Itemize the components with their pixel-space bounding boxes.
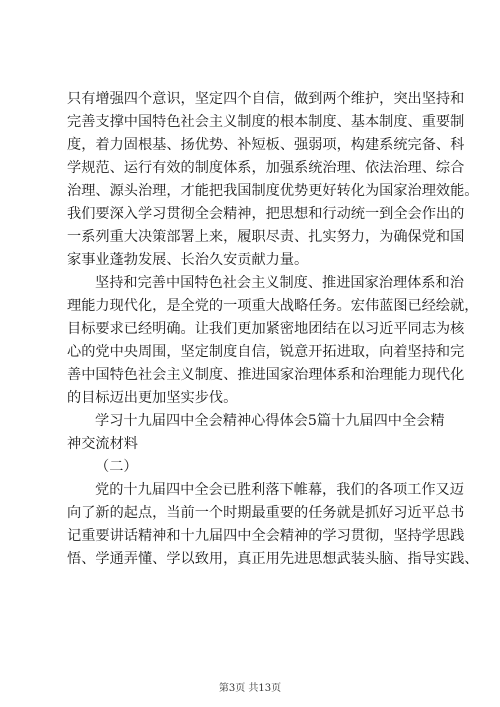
document-body (67, 88, 479, 571)
text-line: 学习十九届四中全会精神心得体会5篇十九届四中全会精 (95, 413, 445, 429)
text-line: 神交流材料 (67, 436, 138, 452)
text-line: 党的十九届四中全会已胜利落下帷幕，我们的各项工作又迈 (95, 482, 464, 498)
text-line: 记重要讲话精神和十九届四中全会精神的学习贯彻，坚持学思践 (67, 528, 465, 544)
page-footer: 第3页 共13页 (218, 683, 282, 694)
text-line: 善中国特色社会主义制度、推进国家治理体系和治理能力现代化 (67, 367, 465, 383)
paragraph (67, 410, 445, 456)
text-line: 度，着力固根基、扬优势、补短板、强弱项，构建系统完备、科 (67, 137, 465, 153)
paragraph (67, 456, 435, 479)
text-line: 心的党中央周围，坚定制度自信，锐意开拓进取，向着坚持和完 (67, 344, 465, 360)
text-line: 完善支撑中国特色社会主义制度的根本制度、基本制度、重要制 (67, 114, 465, 130)
text-line: 我们要深入学习贯彻全会精神，把思想和行动统一到全会作出的 (67, 206, 465, 222)
text-line: 只有增强四个意识，坚定四个自信，做到两个维护，突出坚持和 (67, 91, 465, 107)
text-line: 目标要求已经明确。让我们更加紧密地团结在以习近平同志为核 (67, 321, 465, 337)
text-line: 家事业蓬勃发展、长治久安贡献力量。 (67, 252, 309, 268)
text-line: 坚持和完善中国特色社会主义制度、推进国家治理体系和治 (95, 275, 464, 291)
paragraph (67, 479, 479, 571)
text-line: 治理、源头治理，才能把我国制度优势更好转化为国家治理效能。 (67, 183, 479, 199)
paragraph (67, 88, 479, 272)
text-line: 理能力现代化，是全党的一项重大战略任务。宏伟蓝图已经绘就， (67, 298, 479, 314)
paragraph (67, 272, 479, 410)
text-line: 一系列重大决策部署上来，履职尽责、扎实努力，为确保党和国 (67, 229, 465, 245)
text-line: 的目标迈出更加坚实步伐。 (67, 390, 238, 406)
text-line: 向了新的起点，当前一个时期最重要的任务就是抓好习近平总书 (67, 505, 465, 521)
text-line: 悟、学通弄懂、学以致用，真正用先进思想武装头脑、指导实践、 (67, 551, 479, 567)
text-line: 学规范、运行有效的制度体系，加强系统治理、依法治理、综合 (67, 160, 465, 176)
text-line: （二） (95, 459, 138, 475)
